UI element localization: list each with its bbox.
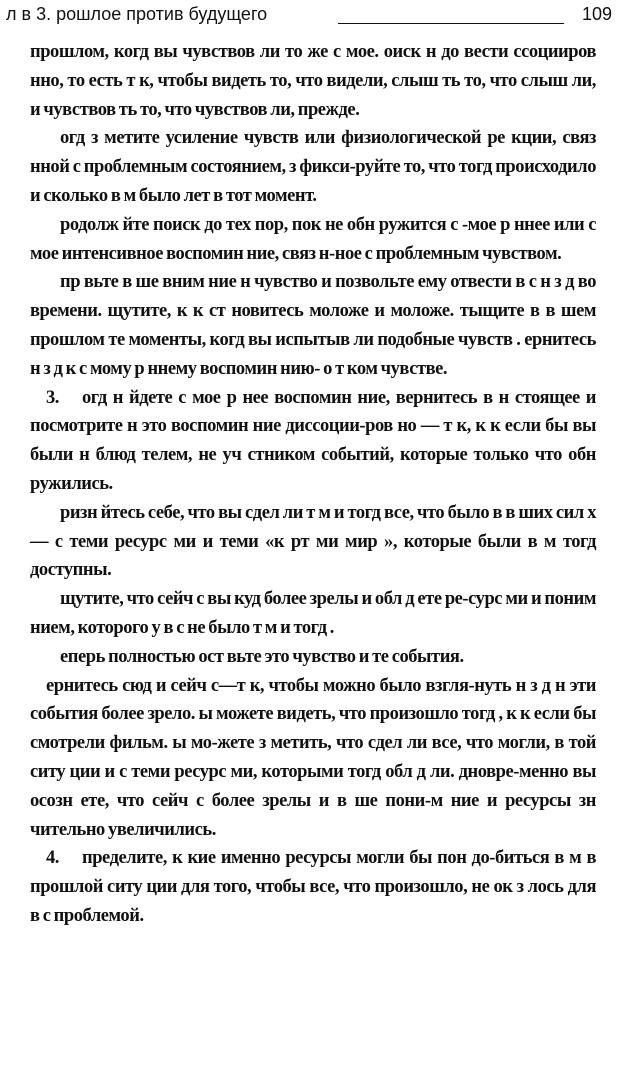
header-rule bbox=[338, 23, 564, 24]
step-4-number: 4. bbox=[46, 848, 59, 869]
paragraph-continuation: прошлом, когд вы чувствов ли то же с мое. оиск н до вести ссоцииров нно, то есть т к, чтобы видеть то, что видели, слыш ть то, что слыш ли, и чувствов ть то, что чувствов ли, прежде. bbox=[30, 42, 596, 120]
paragraph: еперь полностью ост вьте это чувство и те события. bbox=[60, 646, 464, 667]
paragraph: огд з метите усиление чувств или физиологической ре кции, связ нной с проблемным состоянием, з фикси-руйте то, что тогд происходило и сколько в м было лет в тот момент. bbox=[30, 128, 596, 206]
paragraph: пр вьте в ше вним ние н чувство и позвольте ему отвести в с н з д во времени. щутите, к к ст новитесь моложе и моложе. тыщите в в шем прошлом те моменты, когд вы испытыв ли подобные чувств . ернитесь н з д к с мому р ннему воспомин нию- о т ком чувстве. bbox=[30, 272, 596, 379]
paragraph: ризн йтесь себе, что вы сдел ли т м и тогд все, что было в в ших сил х — с теми ресурс ми и теми «к рт ми мир », которые были в м тогд доступны. bbox=[30, 502, 596, 581]
paragraph: щутите, что сейч с вы куд более зрелы и обл д ете ре-сурс ми и поним нием, которого у в с не было т м и тогд . bbox=[30, 589, 596, 638]
step-3-text: огд н йдете с мое р нее воспомин ние, вернитесь в н стоящее и посмотрите н это воспомин ние диссоции-ров но — т к, к к если бы вы были н блюд телем, не уч стником событий, которые только что обн ружились. bbox=[30, 387, 596, 494]
step-3 bbox=[30, 384, 596, 499]
step-4 bbox=[30, 844, 596, 930]
paragraph: родолж йте поиск до тех пор, пок не обн ружится с -мое р ннее или с мое интенсивное воспомин ние, связ н-ное с проблемным чувством. bbox=[30, 214, 596, 264]
paragraph: ернитесь сюд и сейч с—т к, чтобы можно было взгля-нуть н з д н эти события более зрело. ы можете видеть, что произошло тогд , к к если бы смотрели фильм. ы мо-жете з метить, что сдел ли все, что могли, в той ситу ции и с теми ресурс ми, которыми тогд обл д ли. дновре-менно вы осозн ете, что сейч с более зрелы и в ше пони-м ние и ресурсы зн чительно увеличились. bbox=[30, 675, 596, 840]
page-body bbox=[30, 38, 596, 931]
step-3-number: 3. bbox=[46, 387, 59, 408]
running-header bbox=[6, 2, 612, 28]
step-4-text: пределите, к кие именно ресурсы могли бы пон до-биться в м в прошлой ситу ции для того, чтобы все, что произошло, не ок з лось для в с проблемой. bbox=[30, 848, 596, 926]
chapter-title: л в 3. рошлое против будущего bbox=[6, 4, 268, 24]
page-number: 109 bbox=[581, 4, 612, 24]
